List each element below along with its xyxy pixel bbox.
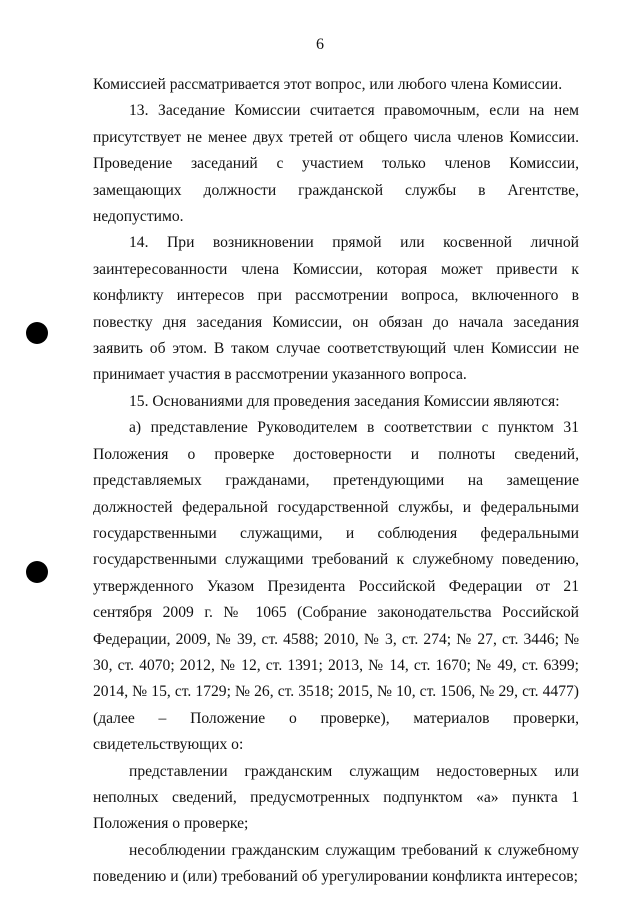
paragraph-15a-item-2: несоблюдении гражданским служащим требований к служебному поведению и (или) требований об урегулировании конфликта интересов;: [93, 841, 579, 886]
paragraph-14: 14. При возникновении прямой или косвенной личной заинтересованности члена Комиссии, которая может привести к конфликту интересов при рассмотрении вопроса, включенного в повестку дня заседания Комиссии, он обязан до начала заседания заявить об этом. В таком случае соответствующий член Комиссии не принимает участия в рассмотрении указанного вопроса.: [93, 234, 579, 384]
document-body: [93, 72, 579, 891]
punch-hole-mark: [26, 561, 48, 583]
punch-hole-mark: [26, 322, 48, 344]
paragraph-15a: а) представление Руководителем в соответствии с пунктом 31 Положения о проверке достоверности и полноты сведений, представляемых гражданами, претендующими на замещение должностей федеральной государственной службы, и федеральными государственными служащими, и соблюдения федеральными государственными служащими требований к служебному поведению, утвержденного Указом Президента Российской Федерации от 21 сентября 2009 г. № 1065 (Собрание законодательства Российской Федерации, 2009, № 39, ст. 4588; 2010, № 3, ст. 274; № 27, ст. 3446; № 30, ст. 4070; 2012, № 12, ст. 1391; 2013, № 14, ст. 1670; № 49, ст. 6399; 2014, № 15, ст. 1729; № 26, ст. 3518; 2015, № 10, ст. 1506, № 29, ст. 4477) (далее – Положение о проверке), материалов проверки, свидетельствующих о:: [93, 419, 579, 754]
paragraph-13: 13. Заседание Комиссии считается правомочным, если на нем присутствует не менее двух третей от общего числа членов Комиссии. Проведение заседаний с участием только членов Комиссии, замещающих должности гражданской службы в Агентстве, недопустимо.: [93, 102, 579, 226]
paragraph-15a-item-1: представлении гражданским служащим недостоверных или неполных сведений, предусмотренных подпунктом «а» пункта 1 Положения о проверке;: [93, 762, 579, 833]
paragraph-15: 15. Основаниями для проведения заседания Комиссии являются:: [129, 392, 560, 410]
paragraph-continuation: Комиссией рассматривается этот вопрос, или любого члена Комиссии.: [93, 76, 563, 93]
page-number: 6: [316, 36, 324, 53]
